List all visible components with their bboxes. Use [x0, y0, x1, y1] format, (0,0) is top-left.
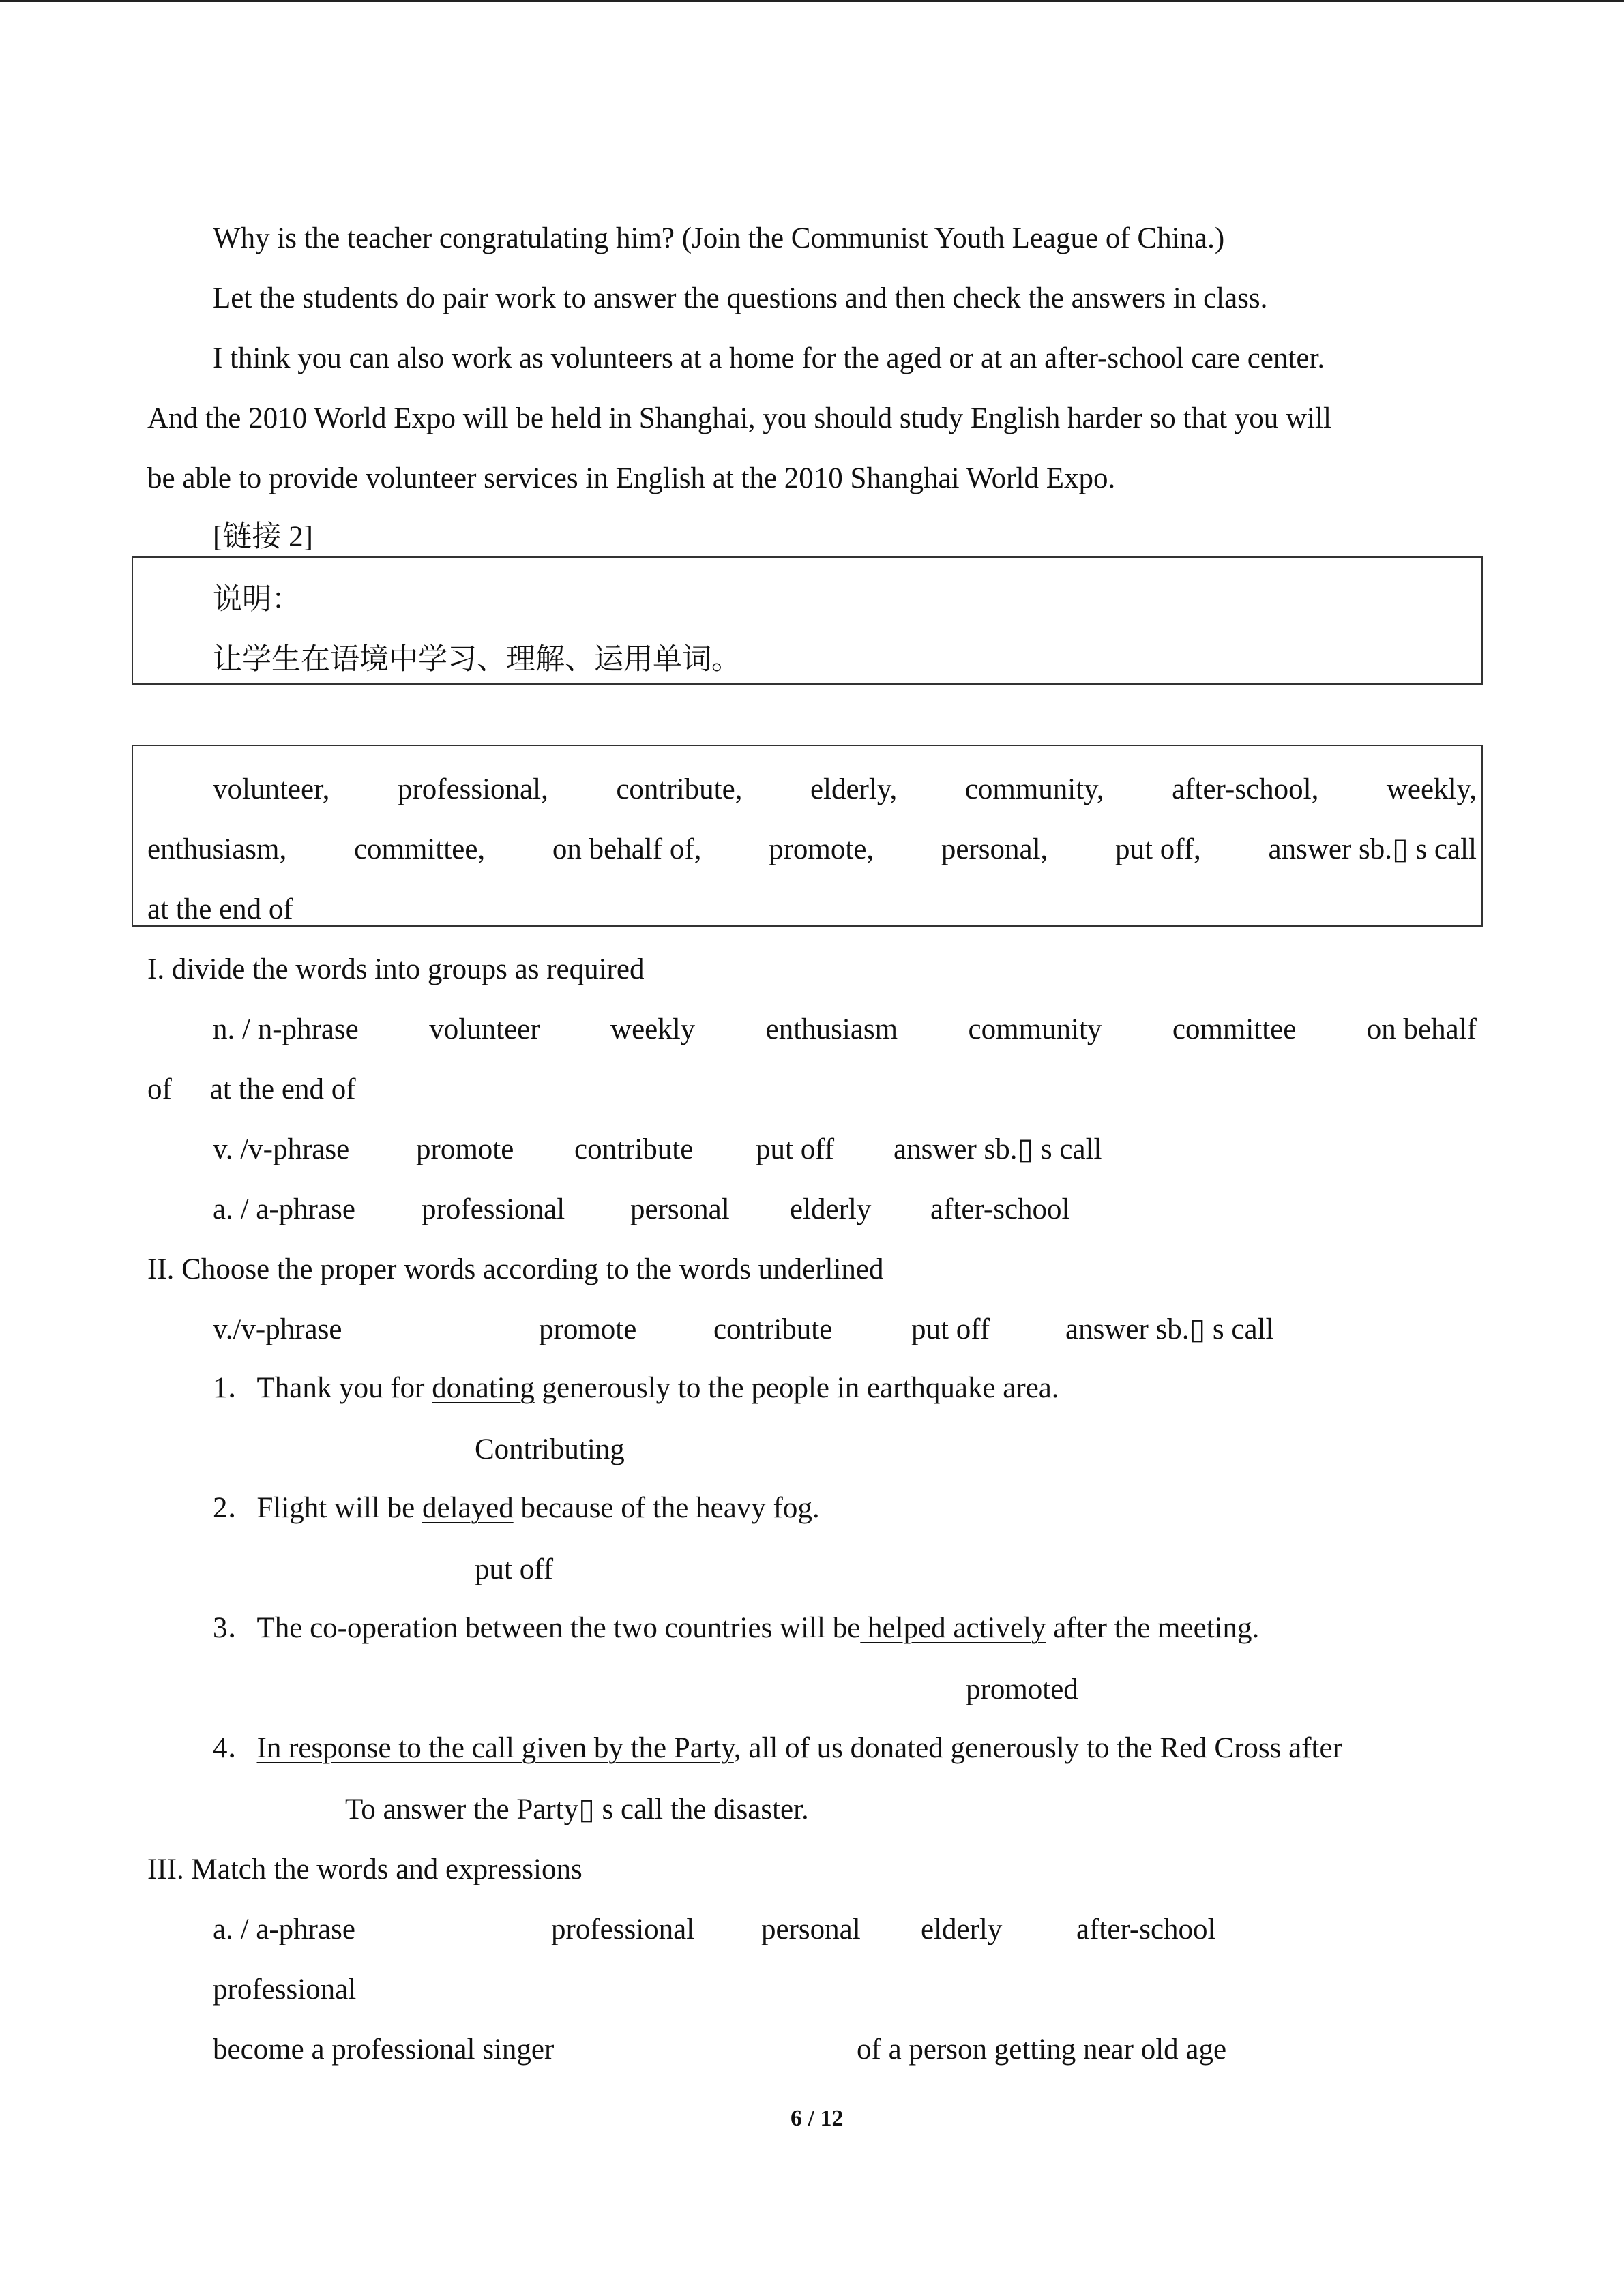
group-word: personal [761, 1913, 861, 1945]
section-3-adjective-row [213, 1913, 1216, 1945]
group-word: professional [551, 1913, 695, 1945]
question-2-answer: put off [475, 1553, 554, 1585]
word-item: committee, [353, 833, 486, 865]
word-item: personal, [941, 833, 1048, 865]
group-word: answer sb.▯ s call [894, 1133, 1102, 1165]
word-item: put off, [1115, 833, 1201, 865]
adjective-group-row [213, 1193, 1070, 1225]
group-word: personal [630, 1193, 730, 1225]
underlined-word: delayed [422, 1492, 514, 1524]
section-2-options-row [213, 1313, 1274, 1345]
group-label: v. /v-phrase [213, 1133, 350, 1165]
option-word: promote [539, 1313, 637, 1345]
word-item: after-school, [1172, 773, 1319, 805]
option-word: contribute [713, 1313, 833, 1345]
group-word: on behalf [1366, 1013, 1477, 1045]
word-item: on behalf of, [552, 833, 702, 865]
note-heading: 说明： [213, 584, 301, 616]
intro-paragraph-3-line-3: be able to provide volunteer services in English at the 2010 Shanghai World Expo. [147, 462, 1116, 494]
question-1-answer: Contributing [475, 1433, 625, 1465]
group-word: committee [1172, 1013, 1297, 1045]
section-3-right-definition: of a person getting near old age [857, 2033, 1227, 2066]
group-word: enthusiasm [765, 1013, 898, 1045]
question-3-answer: promoted [966, 1673, 1078, 1705]
intro-paragraph-1: Why is the teacher congratulating him? (Join the Communist Youth League of China.) [213, 222, 1225, 254]
group-label: n. / n-phrase [213, 1013, 359, 1045]
word-box-row-3: at the end of [147, 893, 293, 925]
note-text: 让学生在语境中学习、理解、运用单词。 [213, 644, 741, 676]
group-word: put off [756, 1133, 835, 1165]
word-item: elderly, [810, 773, 898, 805]
group-word: after-school [1076, 1913, 1216, 1945]
group-word: elderly [921, 1913, 1003, 1945]
group-label: a. / a-phrase [213, 1913, 355, 1945]
word-item: promote, [769, 833, 874, 865]
word-item: weekly, [1386, 773, 1477, 805]
word-box-row-2 [147, 835, 1477, 864]
word-item: contribute, [616, 773, 743, 805]
group-word: community [968, 1013, 1102, 1045]
underlined-word: helped actively [860, 1612, 1046, 1644]
question-1: 1．Thank you for donating generously to the people in earthquake area. [213, 1372, 1059, 1404]
word-item: volunteer, [213, 773, 330, 805]
word-item: community, [964, 773, 1104, 805]
page-top-border [0, 0, 1624, 2]
option-word: put off [911, 1313, 990, 1345]
section-3-heading: III. Match the words and expressions [147, 1853, 582, 1885]
verb-group-row [213, 1133, 1102, 1165]
question-2: 2．Flight will be delayed because of the heavy fog. [213, 1492, 820, 1524]
section-1-heading: I. divide the words into groups as required [147, 953, 645, 985]
page-number: 6 / 12 [791, 2106, 844, 2131]
question-3: 3．The co-operation between the two countries will be helped actively after the meeting. [213, 1612, 1260, 1644]
intro-paragraph-2: Let the students do pair work to answer the questions and then check the answers in class. [213, 282, 1268, 314]
section-3-left-expression: become a professional singer [213, 2033, 555, 2066]
underlined-word: donating [432, 1372, 535, 1404]
group-word: contribute [574, 1133, 694, 1165]
intro-paragraph-3-line-1: I think you can also work as volunteers at a home for the aged or at an after-school care center. [213, 342, 1325, 374]
group-label: a. / a-phrase [213, 1193, 355, 1225]
word-item: answer sb.▯ s call [1268, 833, 1477, 865]
link-label: [链接 2] [213, 521, 313, 553]
word-item: enthusiasm, [147, 833, 287, 865]
option-word: answer sb.▯ s call [1065, 1313, 1274, 1345]
group-word: weekly [610, 1013, 696, 1045]
question-4-answer: To answer the Party▯ s call the disaster. [345, 1793, 809, 1825]
group-word: after-school [930, 1193, 1070, 1225]
word-item: professional, [397, 773, 548, 805]
question-4: 4．In response to the call given by the Party, all of us donated generously to the Red Cross after [213, 1732, 1342, 1764]
underlined-phrase: In response to the call given by the Party [256, 1732, 734, 1764]
option-label: v./v-phrase [213, 1313, 342, 1345]
word-box-row-1 [213, 775, 1477, 804]
group-word: elderly [790, 1193, 872, 1225]
group-word: professional [422, 1193, 565, 1225]
noun-group-continued: of at the end of [147, 1073, 356, 1105]
group-word: promote [416, 1133, 514, 1165]
section-3-word: professional [213, 1973, 357, 2006]
intro-paragraph-3-line-2: And the 2010 World Expo will be held in Shanghai, you should study English harder so that you will [147, 402, 1331, 434]
noun-group-row [213, 1015, 1477, 1044]
group-word: volunteer [429, 1013, 540, 1045]
section-2-heading: II. Choose the proper words according to the words underlined [147, 1253, 884, 1285]
